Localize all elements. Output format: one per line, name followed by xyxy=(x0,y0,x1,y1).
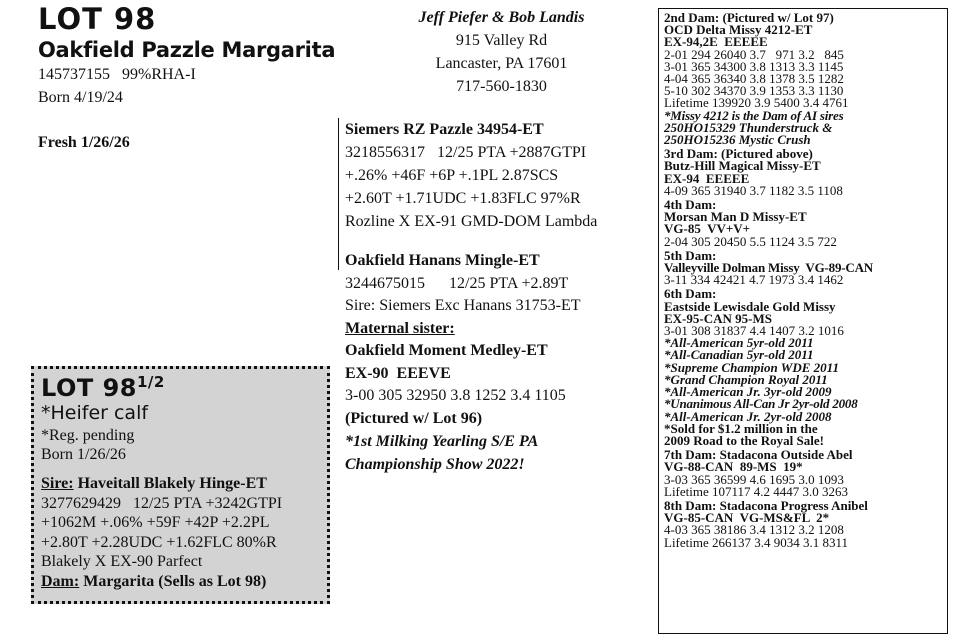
dam-note: *Grand Champion Royal 2011 xyxy=(664,371,828,387)
dam-record: 2-04 305 20450 5.5 1124 3.5 722 xyxy=(664,233,837,249)
lot-fresh-date: Fresh 1/26/26 xyxy=(38,134,130,151)
sire-line: 3218556317 12/25 PTA +2887GTPI xyxy=(345,144,587,161)
dam-heading: 2nd Dam: (Pictured w/ Lot 97) xyxy=(664,10,834,25)
dam-line: 3244675015 12/25 PTA +2.89T xyxy=(345,274,569,292)
dam-note: 250HO15236 Mystic Crush xyxy=(664,132,811,148)
dam-class: EX-94 EEEEE xyxy=(664,170,750,186)
maternal-sister-label: Maternal sister: xyxy=(345,319,455,337)
lot-name: Oakfield Pazzle Margarita xyxy=(38,38,336,62)
consignor-phone: 717-560-1830 xyxy=(456,78,547,95)
dam-heading: 7th Dam: Stadacona Outside Abel xyxy=(664,447,853,463)
sire-name: Siemers RZ Pazzle 34954-ET xyxy=(345,121,544,138)
calf-lot-title: LOT $98^{1/2}$ xyxy=(41,373,165,402)
dam-block xyxy=(345,250,581,476)
calf-sire-line: +1062M +.06% +59F +42P +2.2PL xyxy=(41,514,270,531)
pedigree-box xyxy=(658,8,948,634)
calf-sire-line: Blakely X EX-90 Parfect xyxy=(41,553,203,570)
dam-record: 5-10 302 34370 3.9 1353 3.3 1130 xyxy=(664,83,844,99)
sire-block xyxy=(345,118,597,233)
dam-name: Valleyville Dolman Missy VG-89-CAN xyxy=(664,260,873,276)
calf-subtitle: *Heifer calf xyxy=(41,402,149,424)
dam-note: *All-American 5yr-old 2011 xyxy=(664,335,814,351)
pedigree-6th-dam xyxy=(664,288,947,447)
dam-sold-note: 2009 Road to the Royal Sale! xyxy=(664,432,824,448)
dam-record: 4-03 365 38186 3.4 1312 3.2 1208 xyxy=(664,522,844,538)
pedigree-8th-dam xyxy=(664,497,947,550)
sire-line: +.26% +46F +6P +.1PL 2.87SCS xyxy=(345,167,559,184)
dam-note: 250HO15329 Thunderstruck & xyxy=(664,119,833,135)
dam-record: 3-01 308 31837 4.4 1407 3.2 1016 xyxy=(664,323,844,339)
lot-birthdate: Born 4/19/24 xyxy=(38,89,123,106)
dam-name: Oakfield Hanans Mingle-ET xyxy=(345,252,540,269)
maternal-sister-pictured: (Pictured w/ Lot 96) xyxy=(345,409,483,427)
maternal-sister-name: Oakfield Moment Medley-ET xyxy=(345,342,548,359)
calf-dam-info xyxy=(41,573,266,591)
dam-name: Eastside Lewisdale Gold Missy xyxy=(664,298,836,314)
pedigree-3rd-dam xyxy=(664,148,947,197)
consignor-city: Lancaster, PA 17601 xyxy=(435,55,568,72)
dam-class: EX-95-CAN 95-MS xyxy=(664,310,772,326)
dam-name: Butz-Hill Magical Missy-ET xyxy=(664,158,821,174)
dam-class: VG-88-CAN 89-MS 19* xyxy=(664,459,803,475)
dam-note: *All-American Jr. 2yr-old 2008 xyxy=(664,408,832,424)
dam-name: OCD Delta Missy 4212-ET xyxy=(664,22,813,38)
dam-name: Morsan Man D Missy-ET xyxy=(664,209,807,225)
calf-sire-line: +2.80T +2.28UDC +1.62FLC 80%R xyxy=(41,533,277,551)
dam-class: VG-85-CAN VG-MS&FL 2* xyxy=(664,510,830,526)
maternal-sister-record: 3-00 305 32950 3.8 1252 3.4 1105 xyxy=(345,387,566,404)
dam-sold-note: *Sold for $1.2 million in the xyxy=(664,420,818,436)
calf-sire-name: Haveitall Blakely Hinge-ET xyxy=(73,475,267,492)
pedigree-4th-dam xyxy=(664,199,947,248)
dam-class: VG-85 VV+V+ xyxy=(664,221,751,237)
calf-birthdate: Born 1/26/26 xyxy=(41,446,126,463)
dam-record: 3-03 365 36599 4.6 1695 3.0 1093 xyxy=(664,471,844,487)
dam-record: Lifetime 139920 3.9 5400 3.4 4761 xyxy=(664,95,849,111)
dam-line: Sire: Siemers Exc Hanans 31753-ET xyxy=(345,297,581,314)
dam-class: EX-94,2E EEEEE xyxy=(664,34,768,50)
divider xyxy=(338,118,339,270)
dam-note: *All-Canadian 5yr-old 2011 xyxy=(664,347,814,363)
calf-box xyxy=(31,366,330,604)
maternal-sister-class: EX-90 EEEVE xyxy=(345,364,451,382)
dam-heading: 6th Dam: xyxy=(664,286,717,302)
consignor-block xyxy=(385,6,618,98)
dam-note: *All-American Jr. 3yr-old 2009 xyxy=(664,384,832,400)
calf-sire-label: Sire: xyxy=(41,475,74,492)
maternal-sister-note: Championship Show 2022! xyxy=(345,456,525,473)
lot-title: LOT 98 xyxy=(38,2,157,36)
dam-heading: 5th Dam: xyxy=(664,247,717,263)
consignor-address: 915 Valley Rd xyxy=(455,32,548,49)
dam-record: 3-01 365 34300 3.8 1313 3.3 1145 xyxy=(664,58,844,74)
calf-sire-line: 3277629429 12/25 PTA +3242GTPI xyxy=(41,494,283,512)
dam-heading: 8th Dam: Stadacona Progress Anibel xyxy=(664,497,868,513)
dam-heading: 3rd Dam: (Pictured above) xyxy=(664,146,813,162)
dam-record: Lifetime 107117 4.2 4447 3.0 3263 xyxy=(664,483,849,499)
dam-record: Lifetime 266137 3.4 9034 3.1 8311 xyxy=(664,534,849,550)
lot-registration: 145737155 99%RHA-I xyxy=(38,66,196,83)
sire-line: +2.60T +1.71UDC +1.83FLC 97%R xyxy=(345,190,581,207)
pedigree-2nd-dam xyxy=(664,12,947,146)
pedigree-7th-dam xyxy=(664,449,947,498)
consignor-names: Jeff Piefer & Bob Landis xyxy=(418,9,585,26)
dam-record: 3-11 334 42421 4.7 1973 3.4 1462 xyxy=(664,272,844,288)
dam-record: 4-09 365 31940 3.7 1182 3.5 1108 xyxy=(664,182,843,198)
calf-dam-label: Dam: xyxy=(41,573,80,590)
dam-record: 2-01 294 26040 3.7 971 3.2 845 xyxy=(664,46,844,62)
maternal-sister-note: *1st Milking Yearling S/E PA xyxy=(345,433,539,450)
dam-note: *Missy 4212 is the Dam of AI sires xyxy=(664,107,844,123)
dam-note: *Supreme Champion WDE 2011 xyxy=(664,359,839,375)
sire-line: Rozline X EX-91 GMD-DOM Lambda xyxy=(345,213,598,230)
dam-record: 4-04 365 36340 3.8 1378 3.5 1282 xyxy=(664,71,844,87)
calf-registration: *Reg. pending xyxy=(41,427,135,444)
dam-note: *Unanimous All-Can Jr 2yr-old 2008 xyxy=(664,396,858,412)
dam-heading: 4th Dam: xyxy=(664,197,717,213)
calf-sire-info xyxy=(41,474,282,572)
pedigree-5th-dam xyxy=(664,247,947,288)
calf-dam-text: Margarita (Sells as Lot 98) xyxy=(79,573,267,590)
calf-lot-fraction: 1/2 xyxy=(136,373,165,391)
